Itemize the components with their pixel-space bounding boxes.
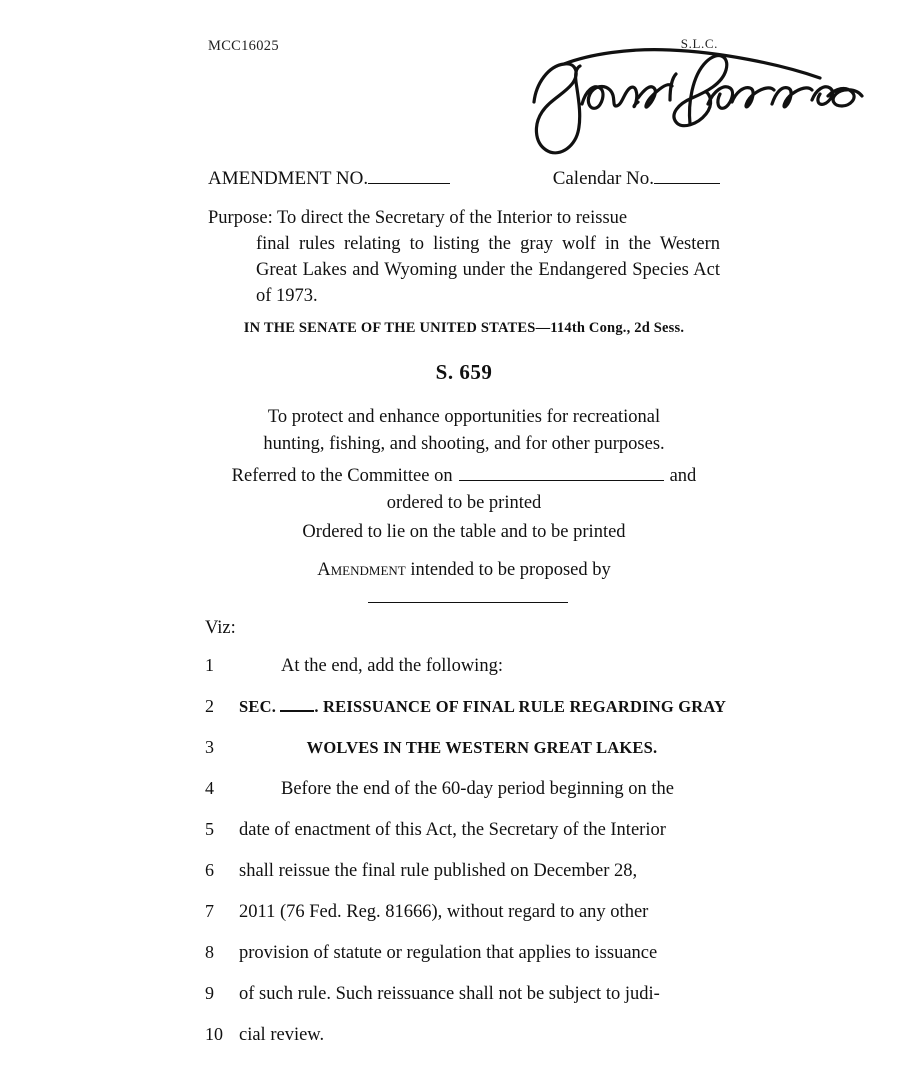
body-line [205,942,725,983]
calendar-number-blank[interactable] [654,183,720,184]
bill-purpose [208,404,720,458]
referred-line-2: ordered to be printed [386,493,542,513]
line-number: 5 [205,819,214,839]
purpose-first-line: Purpose: To direct the Secretary of the Interior to reissue [208,208,628,228]
line-text: date of enactment of this Act, the Secretary of the Interior [239,820,666,840]
committee-blank[interactable] [459,480,664,481]
body-line [205,1024,725,1065]
calendar-number-label: Calendar No. [553,168,720,190]
document-number: MCC16025 [208,38,279,54]
purpose-body: final rules relating to listing the gray wolf in the Western Great Lakes and Wyoming under the Endangered Species Act of 1973. [256,234,720,306]
proposer-signature-rule[interactable] [368,601,568,603]
senate-session-line: IN THE SENATE OF THE UNITED STATES—114th Cong., 2d Sess. [243,320,685,336]
line-text: of such rule. Such reissuance shall not be subject to judi- [239,984,660,1004]
line-number: 9 [205,983,214,1003]
bill-purpose-line-2: hunting, fishing, and shooting, and for other purposes. [263,434,665,454]
body-line [205,655,725,696]
line-text: At the end, add the following: [281,656,503,676]
numbered-body [205,655,725,1065]
line-text: provision of statute or regulation that applies to issuance [239,943,658,963]
body-line [205,860,725,901]
purpose-block [208,205,720,309]
slc-mark: S.L.C. [680,36,718,51]
body-line [205,901,725,942]
amendment-calendar-row [208,168,720,190]
body-line [205,819,725,860]
amendment-number-blank[interactable] [368,183,450,184]
bill-purpose-line-1: To protect and enhance opportunities for recreational [267,407,661,427]
line-text: shall reissue the final rule published on December 28, [239,861,638,881]
body-line [205,696,725,737]
line-number: 3 [205,737,214,757]
line-text: WOLVES IN THE WESTERN GREAT LAKES. [306,738,658,757]
amendment-number-label: AMENDMENT NO. [208,168,450,190]
line-text: Before the end of the 60-day period beginning on the [281,779,675,799]
line-text-section-heading: SEC. . REISSUANCE OF FINAL RULE REGARDING GRAY [239,697,727,716]
amendment-intended-rest: intended to be proposed by [410,560,611,580]
body-line [205,737,725,778]
body-line [205,983,725,1024]
line-number: 2 [205,696,214,716]
referred-block [208,463,720,517]
line-number: 7 [205,901,214,921]
referred-line-1: Referred to the Committee on and [231,466,697,486]
line-text: 2011 (76 Fed. Reg. 81666), without regard to any other [239,902,649,922]
amendment-smallcaps: Amendment [317,560,406,580]
line-number: 1 [205,655,214,675]
viz-label: Viz: [205,618,236,638]
line-number: 6 [205,860,214,880]
bill-number: S. 659 [435,360,493,384]
line-text: cial review. [239,1025,325,1045]
line-number: 10 [205,1024,223,1044]
body-line [205,778,725,819]
line-number: 8 [205,942,214,962]
ordered-to-lie-on-table: Ordered to lie on the table and to be printed [302,522,626,542]
amendment-intended-line [208,560,720,581]
line-number: 4 [205,778,214,798]
section-number-blank[interactable] [280,710,314,712]
signature-john-barrasso [520,44,870,164]
